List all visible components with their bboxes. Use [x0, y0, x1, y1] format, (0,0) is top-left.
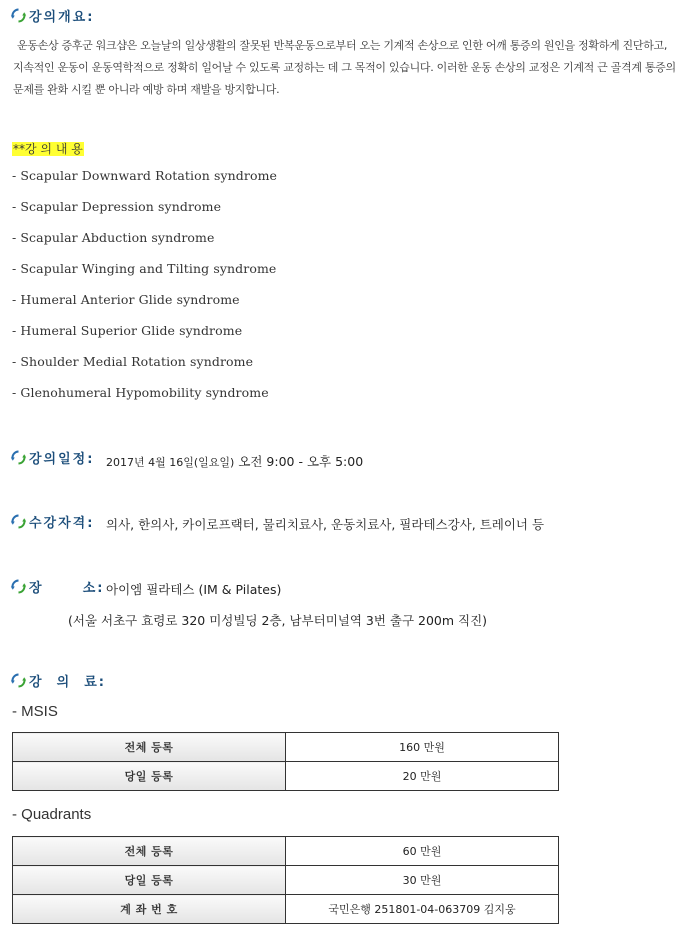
table-cell-value: 60 만원	[286, 837, 559, 866]
msis-fee-table	[12, 732, 559, 791]
schedule-heading-text: 강의일정:	[29, 452, 95, 467]
fee-heading-text: 강 의 료:	[29, 675, 106, 690]
list-item: - Shoulder Medial Rotation syndrome	[12, 354, 254, 369]
list-item: - Humeral Superior Glide syndrome	[12, 323, 243, 338]
venue-address: (서울 서초구 효령로 320 미성빌딩 2층, 남부터미널역 3번 출구 200m 직진)	[68, 613, 488, 628]
list-item: - Humeral Anterior Glide syndrome	[12, 292, 240, 307]
schedule-date: 2017년 4월 16일(일요일)	[106, 456, 235, 469]
overview-heading	[10, 6, 94, 25]
refresh-arrows-icon	[10, 449, 27, 466]
quadrants-title: - Quadrants	[12, 806, 92, 823]
table-cell-label: 전체 등록	[13, 733, 286, 762]
schedule-time: 오전 9:00 - 오후 5:00	[238, 454, 364, 469]
contents-list	[12, 168, 277, 416]
fee-heading	[10, 671, 106, 690]
table-cell-value: 20 만원	[286, 762, 559, 791]
schedule-value	[106, 452, 363, 470]
table-cell-label: 당일 등록	[13, 866, 286, 895]
table-row	[13, 866, 559, 895]
schedule-heading	[10, 448, 94, 467]
eligibility-heading	[10, 512, 94, 531]
table-cell-value: 30 만원	[286, 866, 559, 895]
eligibility-heading-text: 수강자격:	[29, 516, 95, 531]
table-cell-label: 당일 등록	[13, 762, 286, 791]
venue-heading-text: 장 소:	[29, 581, 105, 596]
list-item: - Scapular Abduction syndrome	[12, 230, 215, 245]
table-cell-value: 국민은행 251801-04-063709 김지웅	[286, 895, 559, 924]
table-cell-label: 계 좌 번 호	[13, 895, 286, 924]
list-item: - Glenohumeral Hypomobility syndrome	[12, 385, 269, 400]
table-cell-value: 160 만원	[286, 733, 559, 762]
refresh-arrows-icon	[10, 7, 27, 24]
overview-text: 운동손상 증후군 워크샵은 오늘날의 일상생활의 잘못된 반복운동으로부터 오는 기계적 손상으로 인한 어깨 통증의 원인을 정확하게 진단하고, 지속적인 운동이 운동역학적으로 정확히 일어날 수 있도록 교정하는 데 그 목적이 있습니다. 이러한 운동 손상의 교정은 기계적 근 골격계 통증의 문제를 완화 시킬 뿐 아니라 예방 하며 재발을 방지합니다.	[13, 39, 676, 96]
refresh-arrows-icon	[10, 672, 27, 689]
list-item: - Scapular Winging and Tilting syndrome	[12, 261, 277, 276]
refresh-arrows-icon	[10, 513, 27, 530]
table-cell-label: 전체 등록	[13, 837, 286, 866]
contents-heading-text: **강 의 내 용	[13, 142, 83, 156]
quadrants-fee-table	[12, 836, 559, 924]
venue-value: 아이엠 필라테스 (IM & Pilates)	[106, 582, 282, 597]
overview-heading-text: 강의개요:	[29, 10, 95, 25]
eligibility-value: 의사, 한의사, 카이로프랙터, 물리치료사, 운동치료사, 필라테스강사, 트레이너 등	[106, 517, 545, 532]
table-row	[13, 762, 559, 791]
list-item: - Scapular Downward Rotation syndrome	[12, 168, 278, 183]
msis-title: - MSIS	[12, 703, 58, 720]
refresh-arrows-icon	[10, 578, 27, 595]
table-row	[13, 837, 559, 866]
contents-heading	[12, 138, 84, 157]
venue-heading	[10, 577, 104, 596]
list-item: - Scapular Depression syndrome	[12, 199, 222, 214]
table-row	[13, 733, 559, 762]
table-row	[13, 895, 559, 924]
